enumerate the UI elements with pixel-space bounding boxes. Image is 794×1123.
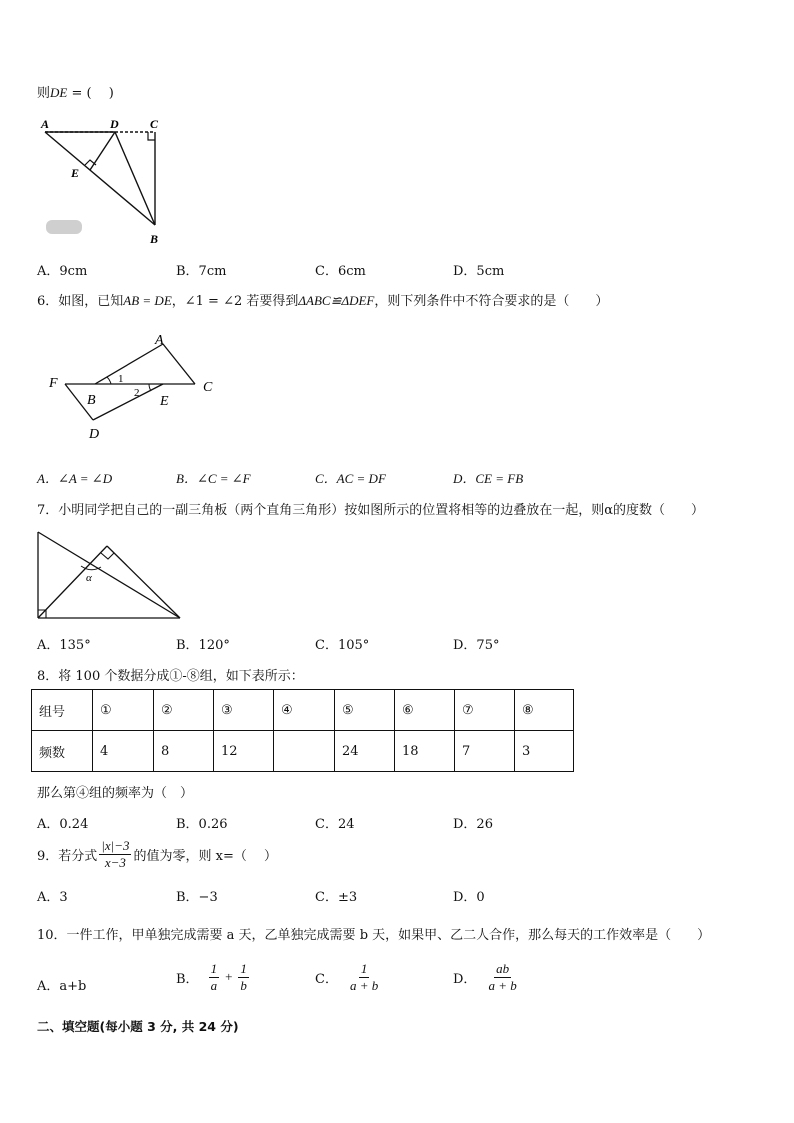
q7-option-c: C．105° [315,638,370,653]
q7-figure [35,528,190,623]
frequency-table [31,689,574,772]
q9-stem: 9．若分式 $\frac{|x|-3}{x-3}$ 的值为零，则 x=（ ） [37,838,277,870]
q5-label-c: C [150,117,159,131]
q8-option-d: D．26 [453,817,493,832]
svg-text:F: F [49,376,58,391]
q5-option-d: D．5cm [453,264,505,279]
q9-fraction: $\frac{|x|-3}{x-3}$ [101,838,130,870]
q6-stem: 6．如图，已知AB = DE，∠1 = ∠2 若要得到ΔABC≌ΔDEF，则下列条件中不符合要求的是（ ） [37,293,609,309]
q6-option-c: C．AC = DF [315,471,386,486]
q10-stem: 10．一件工作，甲单独完成需要 a 天，乙单独完成需要 b 天，如果甲、乙二人合作，那么每天的工作效率是（ ） [37,928,711,943]
svg-text:C: C [203,380,213,395]
section-heading: 二、填空题(每小题 3 分, 共 24 分) [37,1019,239,1034]
svg-text:α: α [86,572,92,584]
q10-option-b: B． $\frac{1}{a}$ + $\frac{1}{b}$ [176,961,247,993]
q8-option-c: C．24 [315,817,355,832]
table-row: 组号 ① ② ③ ④ ⑤ ⑥ ⑦ ⑧ [32,690,574,731]
q8-follow: 那么第④组的频率为（ ） [37,786,194,801]
q10-option-c: C． $\frac{1}{a + b}$ [315,961,379,993]
q10-option-d: D． $\frac{ab}{a + b}$ [453,961,517,993]
q5-stem: 则DE = ( ) [37,85,114,101]
q8-stem: 8．将 100 个数据分成①-⑧组，如下表所示： [37,669,304,684]
q6-option-d: D．CE = FB [453,471,524,486]
blurred-watermark [46,220,82,234]
q9-option-a: A．3 [37,890,68,905]
q7-option-d: D．75° [453,638,500,653]
table-row: 频数 4 8 12 24 18 7 3 [32,731,574,772]
q9-option-c: C．±3 [315,890,358,905]
svg-text:A: A [155,333,164,348]
q7-option-a: A．135° [37,638,91,653]
svg-text:D: D [89,427,100,442]
q5-option-c: C．6cm [315,264,366,279]
svg-text:2: 2 [134,387,140,399]
q9-option-d: D．0 [453,890,485,905]
q6-option-a: A．∠A = ∠D [37,471,113,486]
svg-text:B: B [87,393,96,408]
q8-option-b: B．0.26 [176,817,228,832]
q5-option-b: B．7cm [176,264,227,279]
q5-label-e: E [71,166,80,180]
svg-text:E: E [160,394,169,409]
q6-option-b: B．∠C = ∠F [176,471,251,486]
q7-stem: 7．小明同学把自己的一副三角板（两个直角三角形）按如图所示的位置将相等的边叠放在一起，则α的度数（ ） [37,503,705,518]
q5-label-d: D [110,117,119,131]
q9-option-b: B．−3 [176,890,218,905]
q8-option-a: A．0.24 [37,817,89,832]
q5-label-b: B [150,232,159,246]
q10-option-a: A．a+b [37,979,87,994]
q5-option-a: A．9cm [37,264,88,279]
svg-text:1: 1 [118,373,124,385]
q5-label-a: A [41,117,50,131]
q5-figure [35,112,175,252]
q7-option-b: B．120° [176,638,230,653]
q6-figure [45,328,225,443]
